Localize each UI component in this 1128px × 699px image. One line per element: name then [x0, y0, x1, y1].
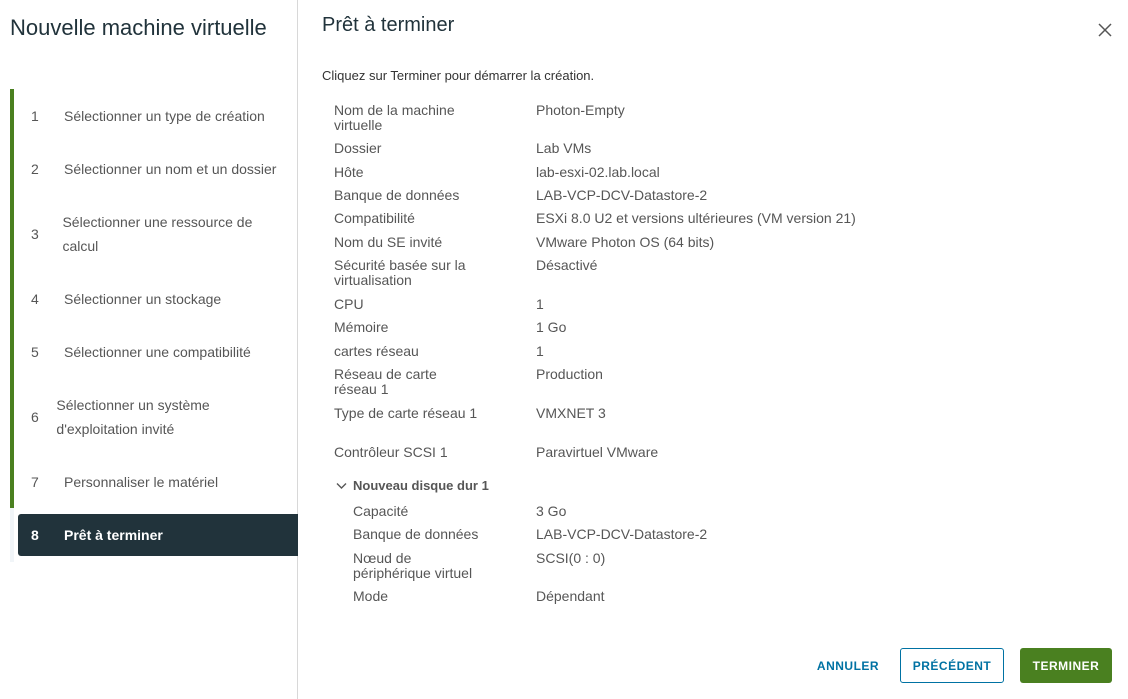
summary-key: Mémoire — [334, 319, 389, 335]
step-number: 8 — [31, 527, 39, 543]
step-label: Personnaliser le matériel — [64, 474, 219, 490]
step-8-active[interactable] — [18, 514, 298, 556]
summary-key: Contrôleur SCSI 1 — [334, 444, 448, 460]
step-number: 5 — [31, 344, 39, 360]
summary-key: Réseau de carte réseau 1 — [334, 366, 437, 397]
step-2[interactable] — [18, 156, 298, 182]
close-button[interactable] — [1095, 20, 1115, 40]
disk-value: 3 Go — [536, 503, 567, 519]
summary-value: 1 — [536, 296, 544, 312]
step-label: Sélectionner un nom et un dossier — [64, 161, 277, 177]
step-7[interactable] — [18, 469, 298, 495]
summary-key: Hôte — [334, 164, 364, 180]
disk-value: Dépendant — [536, 588, 605, 604]
previous-button[interactable]: PRÉCÉDENT — [900, 648, 1004, 683]
step-6[interactable] — [18, 392, 248, 442]
disk-key: Mode — [353, 588, 389, 604]
disk-key: Banque de données — [353, 526, 479, 542]
summary-value: Paravirtuel VMware — [536, 444, 659, 460]
summary-value: Production — [536, 366, 603, 382]
summary-key: cartes réseau — [334, 343, 419, 359]
summary-value: Lab VMs — [536, 140, 592, 156]
summary-key: Nom du SE invité — [334, 234, 443, 250]
disk-key: Capacité — [353, 503, 409, 519]
step-label: Sélectionner un stockage — [64, 291, 222, 307]
close-icon — [1095, 20, 1115, 40]
disk-section-toggle[interactable] — [336, 478, 489, 493]
summary-key: Banque de données — [334, 187, 460, 203]
steps-progress-track — [10, 508, 14, 562]
disk-section-title: Nouveau disque dur 1 — [353, 478, 489, 493]
step-5[interactable] — [18, 339, 298, 365]
summary-value: Désactivé — [536, 257, 598, 273]
summary-value: VMware Photon OS (64 bits) — [536, 234, 715, 250]
disk-value: SCSI(0 : 0) — [536, 550, 606, 566]
wizard-content — [299, 0, 1128, 699]
step-3[interactable] — [18, 209, 278, 259]
finish-button[interactable]: TERMINER — [1020, 648, 1112, 683]
summary-value: LAB-VCP-DCV-Datastore-2 — [536, 187, 708, 203]
summary-key: Dossier — [334, 140, 382, 156]
step-label: Sélectionner un système d'exploitation invité — [56, 397, 210, 437]
step-number: 7 — [31, 474, 39, 490]
wizard-title: Nouvelle machine virtuelle — [10, 15, 267, 40]
page-title: Prêt à terminer — [322, 14, 455, 36]
summary-key: Type de carte réseau 1 — [334, 405, 478, 421]
step-label: Sélectionner un type de création — [64, 108, 265, 124]
summary-key: Sécurité basée sur la virtualisation — [334, 257, 466, 288]
step-number: 1 — [31, 108, 39, 124]
intro-text: Cliquez sur Terminer pour démarrer la création. — [322, 68, 595, 83]
summary-value: 1 — [536, 343, 544, 359]
cancel-button[interactable]: ANNULER — [816, 658, 880, 673]
step-1[interactable] — [18, 103, 298, 129]
summary-value: ESXi 8.0 U2 et versions ultérieures (VM version 21) — [536, 210, 856, 226]
step-4[interactable] — [18, 286, 298, 312]
steps-progress-bar — [10, 89, 14, 508]
disk-value: LAB-VCP-DCV-Datastore-2 — [536, 526, 708, 542]
wizard-sidebar — [0, 0, 298, 699]
chevron-down-icon — [336, 482, 347, 490]
step-label: Sélectionner une compatibilité — [64, 344, 251, 360]
summary-key: Nom de la machine virtuelle — [334, 102, 455, 133]
step-number: 6 — [31, 409, 39, 425]
summary-value: Photon-Empty — [536, 102, 625, 118]
summary-value: VMXNET 3 — [536, 405, 606, 421]
disk-key: Nœud de périphérique virtuel — [353, 550, 473, 581]
step-number: 2 — [31, 161, 39, 177]
summary-value: lab-esxi-02.lab.local — [536, 164, 660, 180]
step-number: 4 — [31, 291, 39, 307]
step-label: Prêt à terminer — [64, 527, 163, 543]
step-number: 3 — [31, 226, 39, 242]
summary-value: 1 Go — [536, 319, 567, 335]
summary-key: Compatibilité — [334, 210, 415, 226]
step-label: Sélectionner une ressource de calcul — [62, 214, 253, 254]
summary-key: CPU — [334, 296, 364, 312]
